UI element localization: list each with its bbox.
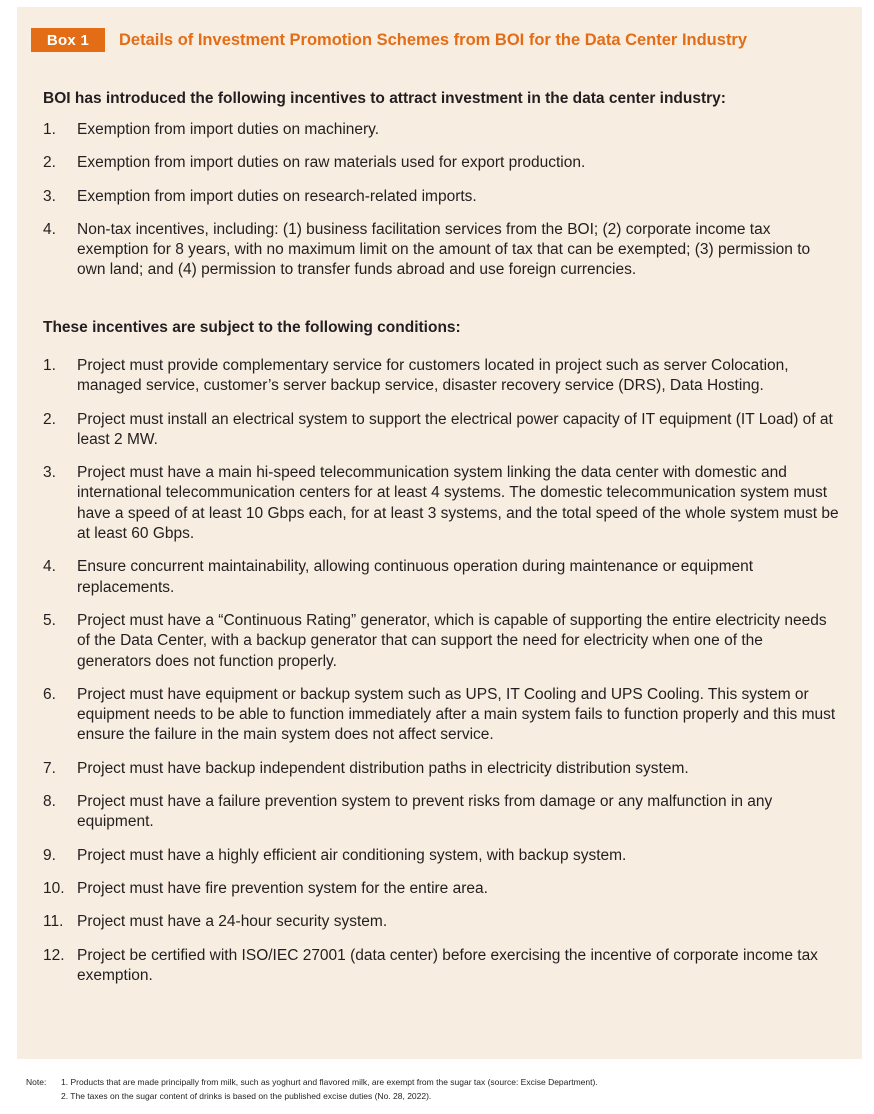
- item-text: Project must have a 24-hour security system.: [77, 913, 388, 931]
- item-text: Exemption from import duties on raw materials used for export production.: [77, 154, 586, 172]
- item-text: Ensure concurrent maintainability, allowing continuous operation during maintenance or equipment replacements.: [77, 558, 754, 596]
- item-text: Exemption from import duties on research-related imports.: [77, 187, 477, 205]
- note-line: 2. The taxes on the sugar content of drinks is based on the published excise duties (No. 28, 2022).: [61, 1091, 432, 1101]
- note-lines: [61, 1075, 598, 1103]
- list-item: [43, 220, 839, 281]
- item-text: Project must have a highly efficient air conditioning system, with backup system.: [77, 846, 627, 864]
- list-item: [43, 153, 839, 173]
- conditions-list: [43, 356, 839, 999]
- note-line: 1. Products that are made principally from milk, such as yoghurt and flavored milk, are exempt from the sugar tax (source: Excise Department).: [61, 1077, 598, 1087]
- list-item: [43, 557, 839, 598]
- incentives-list: [43, 120, 839, 294]
- list-item: [43, 946, 839, 987]
- list-item: [43, 187, 839, 207]
- list-item: [43, 410, 839, 451]
- list-item: [43, 879, 839, 899]
- item-text: Non-tax incentives, including: (1) business facilitation services from the BOI; (2) corporate income tax exemption for 8 years, with no maximum limit on the amount of tax that can be exempted; (3) permission to own land; and (4) permission to transfer funds abroad and use foreign currencies.: [77, 220, 811, 279]
- item-number: 12.: [43, 946, 65, 964]
- item-number: 2.: [43, 154, 56, 172]
- item-number: 1.: [43, 121, 56, 138]
- list-item: [43, 611, 839, 672]
- item-text: Project must have fire prevention system for the entire area.: [77, 879, 488, 897]
- item-number: 11.: [43, 913, 64, 931]
- box-label-badge: Box 1: [31, 28, 105, 52]
- item-number: 6.: [43, 685, 56, 703]
- item-text: Project must have a failure prevention system to prevent risks from damage or any malfunction in any equipment.: [77, 793, 773, 831]
- item-text: Project must provide complementary service for customers located in project such as server Colocation, managed service, customer’s server backup service, disaster recovery service (DRS), Data Hosting.: [77, 357, 789, 395]
- item-text: Project must have equipment or backup system such as UPS, IT Cooling and UPS Cooling. This system or equipment needs to be able to function immediately after a main system fails to function properly and this must ensure the failure in the main system does not affect service.: [77, 685, 836, 744]
- conditions-heading: These incentives are subject to the following conditions:: [43, 319, 461, 336]
- item-number: 3.: [43, 187, 56, 205]
- list-item: [43, 463, 839, 544]
- item-number: 1.: [43, 357, 56, 374]
- list-item: [43, 685, 839, 746]
- item-number: 8.: [43, 793, 56, 811]
- box-title: Details of Investment Promotion Schemes from BOI for the Data Center Industry: [119, 31, 748, 49]
- list-item: [43, 792, 839, 833]
- item-text: Project must have a main hi-speed telecommunication system linking the data center with domestic and international telecommunication centers for at least 4 systems. The domestic telecommunication system must have a speed of at least 10 Gbps each, for at least 3 systems, and the total speed of the whole system must be at least 60 Gbps.: [77, 464, 839, 543]
- list-item: [43, 759, 839, 779]
- item-number: 4.: [43, 220, 56, 238]
- item-number: 3.: [43, 464, 56, 482]
- item-number: 9.: [43, 846, 56, 864]
- item-number: 7.: [43, 759, 56, 777]
- item-text: Project be certified with ISO/IEC 27001 (data center) before exercising the incentive of corporate income tax exemption.: [77, 946, 818, 984]
- list-item: [43, 846, 839, 866]
- list-item: [43, 356, 839, 397]
- item-text: Project must have a “Continuous Rating” generator, which is capable of supporting the entire electricity needs of the Data Center, with a backup generator that can support the need for electricity when one of the generators does not function properly.: [77, 611, 827, 670]
- item-number: 5.: [43, 611, 56, 629]
- note-label: Note:: [26, 1077, 47, 1087]
- item-text: Project must install an electrical system to support the electrical power capacity of IT equipment (IT Load) of at least 2 MW.: [77, 410, 833, 448]
- list-item: [43, 120, 839, 140]
- item-number: 4.: [43, 558, 56, 576]
- item-text: Project must have backup independent distribution paths in electricity distribution system.: [77, 759, 689, 777]
- item-text: Exemption from import duties on machinery.: [77, 121, 380, 138]
- item-number: 2.: [43, 410, 56, 428]
- incentives-heading: BOI has introduced the following incentives to attract investment in the data center industry:: [43, 90, 726, 107]
- list-item: [43, 912, 839, 932]
- item-number: 10.: [43, 879, 65, 897]
